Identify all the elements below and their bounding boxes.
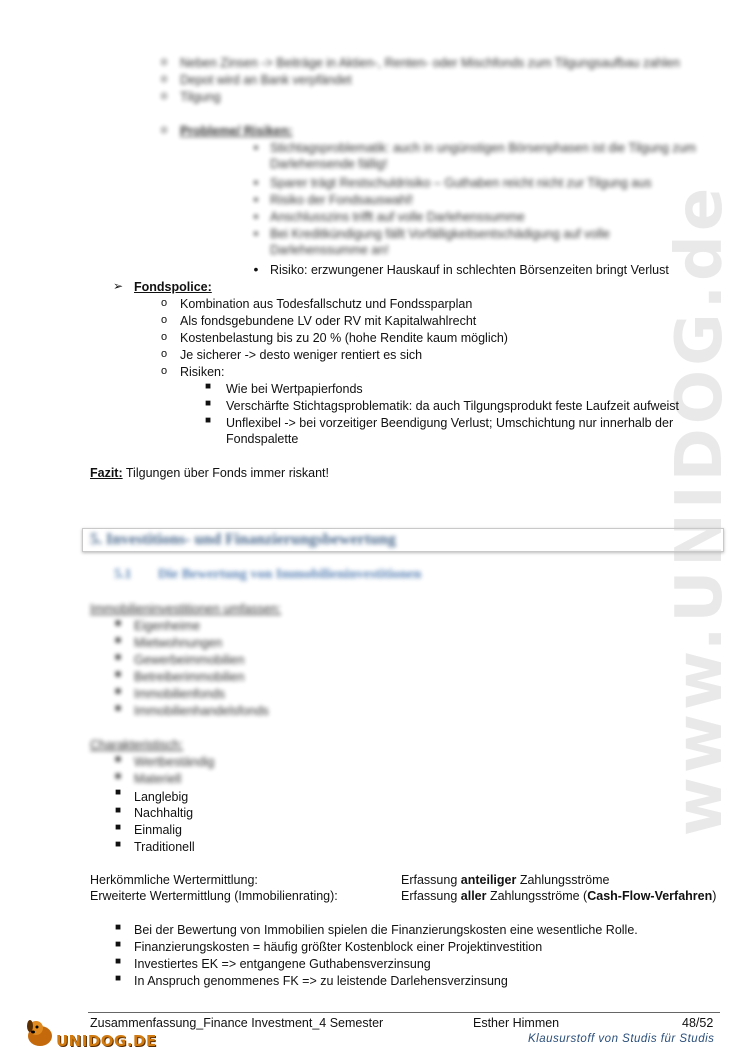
list-item: Neben Zinsen -> Beiträge in Aktien-, Renten- oder Mischfonds zum Tilgungsaufbau zahlen bbox=[180, 56, 680, 70]
square-bullet-icon: ■ bbox=[114, 618, 122, 629]
circle-bullet-icon: o bbox=[160, 124, 168, 136]
watermark: www.UNIDOG.de bbox=[663, 183, 737, 837]
list-item: Wie bei Wertpapierfonds bbox=[226, 382, 363, 396]
list-item: Bei Kreditkündigung fällt Vorfälligkeitsentschädigung auf volle bbox=[270, 227, 610, 241]
circle-bullet-icon: o bbox=[160, 90, 168, 102]
dot-bullet-icon: • bbox=[253, 191, 259, 207]
square-bullet-icon: ■ bbox=[114, 686, 122, 697]
list-item: Einmalig bbox=[134, 823, 182, 837]
text-run: Zahlungsströme bbox=[516, 873, 610, 887]
square-bullet-icon: ■ bbox=[204, 381, 212, 392]
risk-line: Risiko: erzwungener Hauskauf in schlechten Börsenzeiten bringt Verlust bbox=[270, 263, 669, 277]
square-bullet-icon: ■ bbox=[114, 822, 122, 833]
square-bullet-icon: ■ bbox=[114, 703, 122, 714]
list-item: Fondspalette bbox=[226, 432, 299, 446]
arrow-bullet-icon: ➢ bbox=[112, 279, 124, 293]
square-bullet-icon: ■ bbox=[114, 973, 122, 984]
square-bullet-icon: ■ bbox=[204, 415, 212, 426]
list-item: Je sicherer -> desto weniger rentiert es sich bbox=[180, 348, 423, 362]
list-heading: Charakteristisch: bbox=[90, 738, 184, 752]
logo-text: UNIDOG.DE bbox=[56, 1032, 157, 1050]
text-run: Erfassung bbox=[401, 889, 461, 903]
list-item: Unflexibel -> bei vorzeitiger Beendigung Verlust; Umschichtung nur innerhalb der bbox=[226, 416, 674, 430]
dot-bullet-icon: • bbox=[253, 139, 259, 155]
text-run-bold: Cash-Flow-Verfahren bbox=[587, 889, 713, 903]
footer-author: Esther Himmen bbox=[473, 1016, 560, 1030]
subsection-number: 5.1 bbox=[114, 567, 132, 582]
square-bullet-icon: ■ bbox=[204, 398, 212, 409]
square-bullet-icon: ■ bbox=[114, 754, 122, 765]
text-run-bold: aller bbox=[460, 889, 487, 903]
list-item: Mietwohnungen bbox=[134, 636, 223, 650]
footer-rule bbox=[88, 1012, 720, 1013]
list-item: Sparer trägt Restschuldrisiko – Guthaben reicht nicht zur Tilgung aus bbox=[270, 176, 652, 190]
list-item: In Anspruch genommenes FK => zu leistende Darlehensverzinsung bbox=[134, 974, 508, 988]
footer-document-name: Zusammenfassung_Finance Investment_4 Semester bbox=[90, 1016, 384, 1030]
list-item: Stichtagsproblematik: auch in ungünstigen Börsenphasen ist die Tilgung zum bbox=[270, 141, 696, 155]
footer-page-number: 48/52 bbox=[682, 1016, 714, 1030]
list-item: Darlehensende fällig! bbox=[270, 157, 388, 171]
valuation-value bbox=[401, 872, 609, 888]
dot-bullet-icon: • bbox=[253, 225, 259, 241]
footer-tagline: Klausurstoff von Studis für Studis bbox=[528, 1033, 715, 1045]
list-item: Langlebig bbox=[134, 790, 189, 804]
square-bullet-icon: ■ bbox=[114, 771, 122, 782]
dot-bullet-icon: • bbox=[253, 208, 259, 224]
list-item: Darlehenssumme an! bbox=[270, 243, 389, 257]
circle-bullet-icon: o bbox=[160, 297, 168, 309]
square-bullet-icon: ■ bbox=[114, 939, 122, 950]
list-item: Gewerbeimmobilien bbox=[134, 653, 245, 667]
list-item: Eigenheime bbox=[134, 619, 201, 633]
list-item: Kostenbelastung bis zu 20 % (hohe Rendite kaum möglich) bbox=[180, 331, 508, 345]
square-bullet-icon: ■ bbox=[114, 839, 122, 850]
square-bullet-icon: ■ bbox=[114, 922, 122, 933]
list-item: Verschärfte Stichtagsproblematik: da auch Tilgungsprodukt feste Laufzeit aufweist bbox=[226, 399, 680, 413]
dog-logo-icon bbox=[22, 1014, 58, 1050]
dot-bullet-icon: • bbox=[253, 261, 259, 277]
list-heading: Immobilieninvestitionen umfassen: bbox=[90, 602, 282, 616]
square-bullet-icon: ■ bbox=[114, 669, 122, 680]
fazit-label: Fazit: bbox=[90, 466, 123, 480]
circle-bullet-icon: o bbox=[160, 314, 168, 326]
text-run: ) bbox=[712, 889, 717, 903]
dot-bullet-icon: • bbox=[253, 174, 259, 190]
square-bullet-icon: ■ bbox=[114, 652, 122, 663]
list-item: Investiertes EK => entgangene Guthabensverzinsung bbox=[134, 957, 431, 971]
list-item: Als fondsgebundene LV oder RV mit Kapitalwahlrecht bbox=[180, 314, 477, 328]
list-item: Bei der Bewertung von Immobilien spielen die Finanzierungskosten eine wesentliche Rolle. bbox=[134, 923, 638, 937]
fondspolice-heading: Fondspolice: bbox=[134, 280, 212, 294]
list-item: Betreiberimmobilien bbox=[134, 670, 245, 684]
list-item: Wertbeständig bbox=[134, 755, 215, 769]
list-item: Risiko der Fondsauswahl! bbox=[270, 193, 414, 207]
list-item: Nachhaltig bbox=[134, 806, 194, 820]
list-item: Tilgung bbox=[180, 90, 221, 104]
list-item: Anschlusszins trifft auf volle Darlehenssumme bbox=[270, 210, 525, 224]
valuation-label: Erweiterte Wertermittlung (Immobilienrating): bbox=[90, 889, 338, 903]
square-bullet-icon: ■ bbox=[114, 956, 122, 967]
circle-bullet-icon: o bbox=[160, 348, 168, 360]
circle-bullet-icon: o bbox=[160, 331, 168, 343]
text-run-bold: anteiliger bbox=[460, 873, 517, 887]
list-item: Immobilienfonds bbox=[134, 687, 226, 701]
list-item: Depot wird an Bank verpfändet bbox=[180, 73, 352, 87]
list-item: Traditionell bbox=[134, 840, 195, 854]
subsection-title: Die Bewertung von Immobilieninvestitionen bbox=[158, 567, 422, 582]
fazit-line bbox=[90, 465, 329, 481]
square-bullet-icon: ■ bbox=[114, 805, 122, 816]
list-item: Materiell bbox=[134, 772, 182, 786]
text-run: Zahlungsströme ( bbox=[486, 889, 588, 903]
section-title: 5. Investitions- und Finanzierungsbewertung bbox=[90, 531, 396, 548]
circle-bullet-icon: o bbox=[160, 365, 168, 377]
valuation-label: Herkömmliche Wertermittlung: bbox=[90, 873, 258, 887]
fazit-text: Tilgungen über Fonds immer riskant! bbox=[122, 466, 329, 480]
problems-heading: Probleme/ Risiken: bbox=[180, 124, 293, 138]
list-item: Finanzierungskosten = häufig größter Kostenblock einer Projektinvestition bbox=[134, 940, 543, 954]
list-item: Risiken: bbox=[180, 365, 225, 379]
square-bullet-icon: ■ bbox=[114, 787, 122, 798]
list-item: Kombination aus Todesfallschutz und Fondssparplan bbox=[180, 297, 473, 311]
text-run: Erfassung bbox=[401, 873, 461, 887]
list-item: Immobilienhandelsfonds bbox=[134, 704, 269, 718]
square-bullet-icon: ■ bbox=[114, 635, 122, 646]
circle-bullet-icon: o bbox=[160, 56, 168, 68]
circle-bullet-icon: o bbox=[160, 73, 168, 85]
valuation-value bbox=[401, 888, 716, 904]
